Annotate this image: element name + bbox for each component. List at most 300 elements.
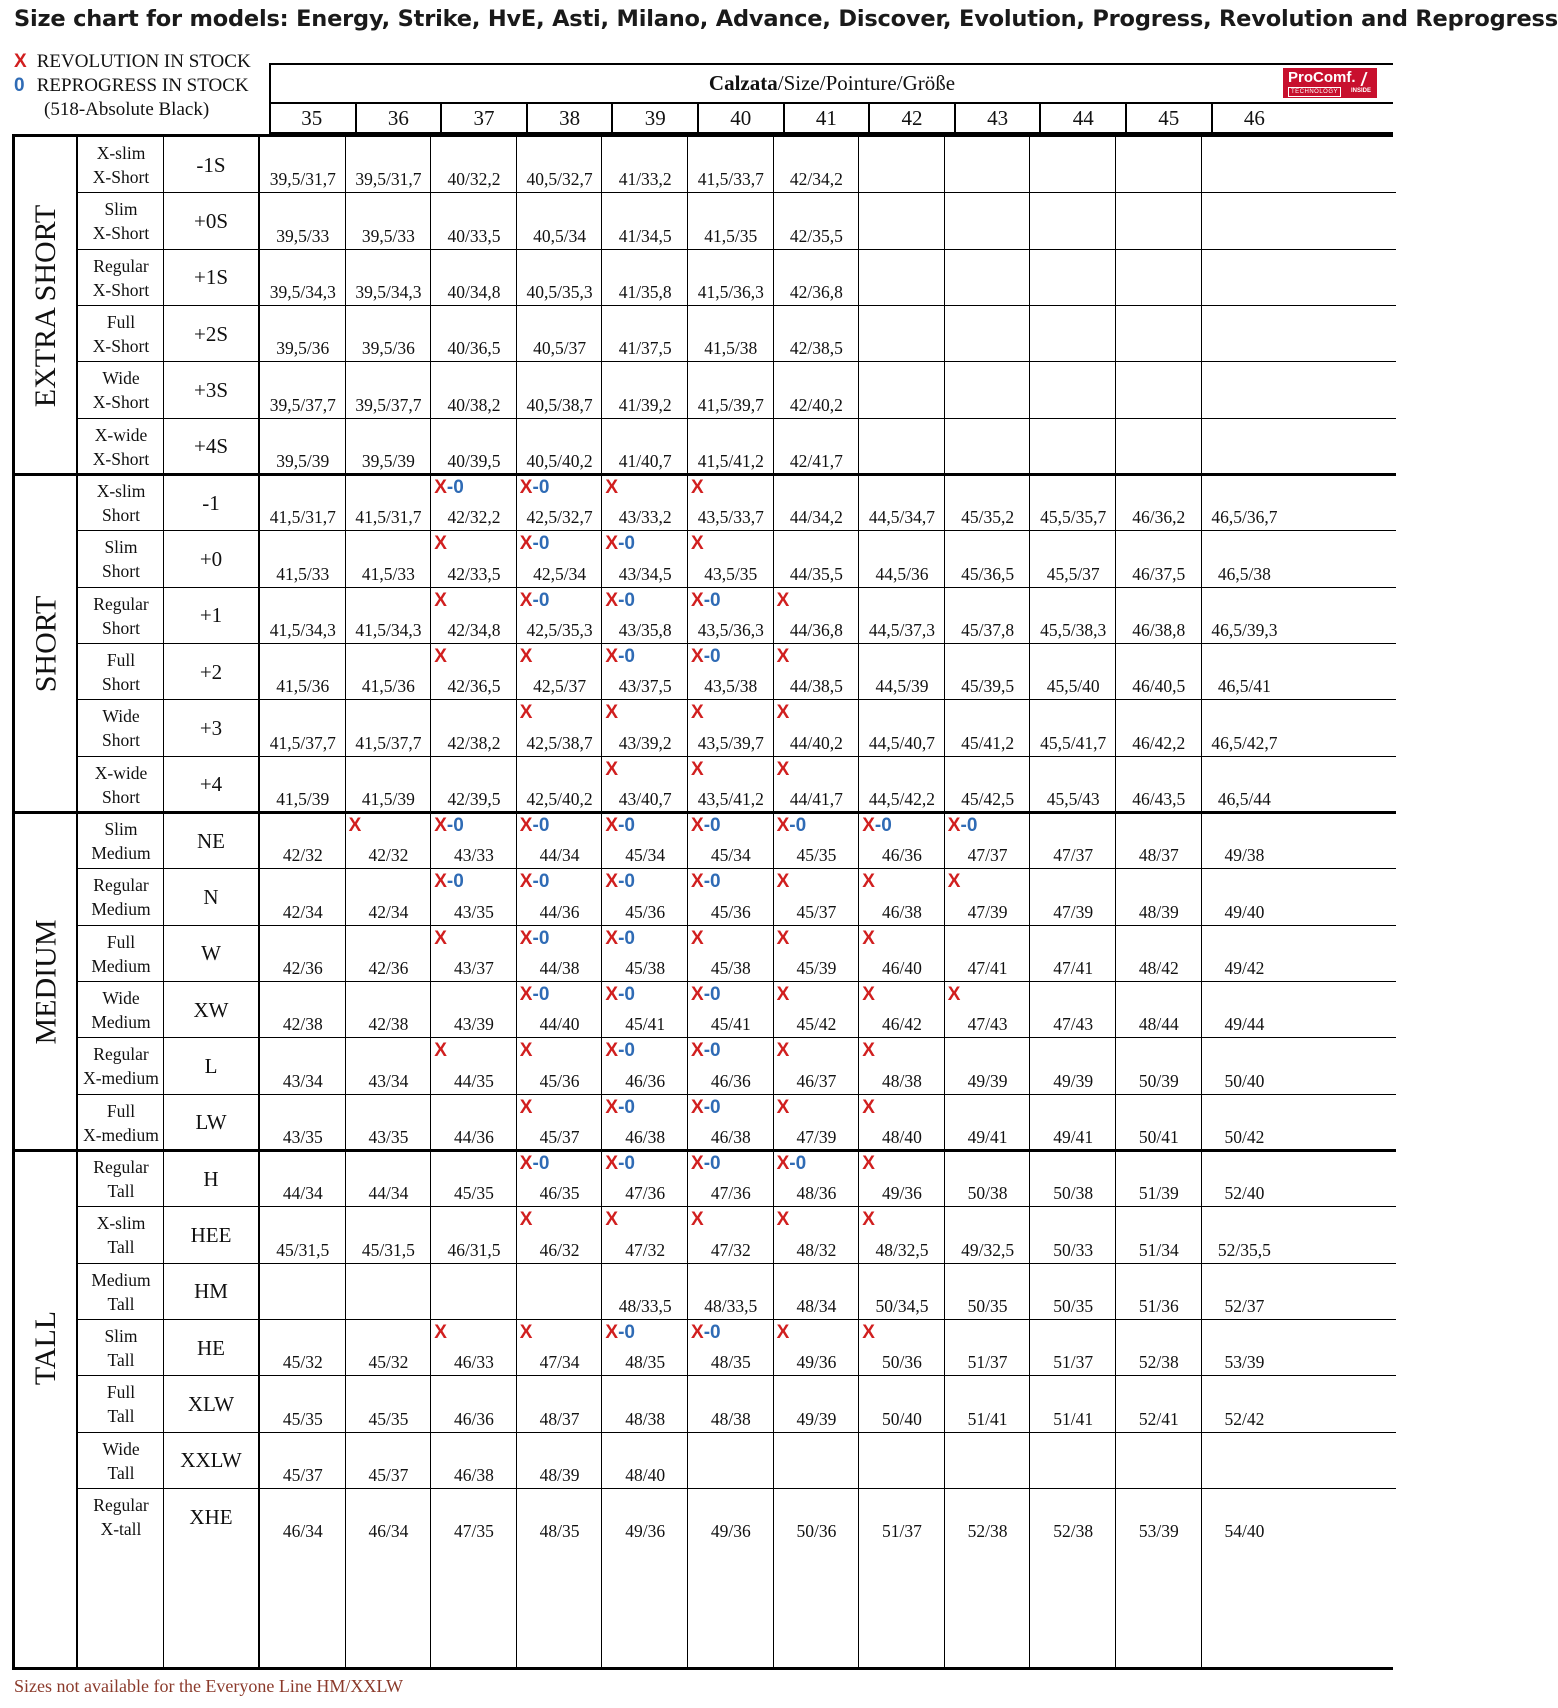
size-measurement: 47/43 <box>1053 1014 1094 1035</box>
size-cell-value <box>260 1489 346 1545</box>
size-measurement: 42,5/40,2 <box>526 788 593 809</box>
revolution-x-icon: X <box>605 927 619 949</box>
size-measurement: 48/37 <box>1138 845 1179 866</box>
size-cell-value <box>774 1264 860 1320</box>
stock-dash: - <box>618 533 625 555</box>
size-measurement: 43/33 <box>454 845 494 866</box>
size-measurement: 44,5/37,3 <box>868 619 936 640</box>
stock-marker <box>520 871 550 893</box>
width-label-line: Slim <box>104 199 138 220</box>
column-divider <box>430 137 431 1667</box>
size-measurement: 49/41 <box>967 1126 1008 1147</box>
width-label <box>79 1207 163 1263</box>
reprogress-zero-icon: 0 <box>624 1096 635 1118</box>
fit-code <box>165 757 257 813</box>
size-cell-value <box>431 1433 517 1489</box>
revolution-x-icon: X <box>691 1096 704 1118</box>
group-label <box>15 137 77 475</box>
size-measurement: 52/42 <box>1224 1408 1265 1429</box>
size-measurement: 43/37,5 <box>618 676 672 697</box>
stock-dash: - <box>703 814 711 836</box>
size-cell-value <box>1202 982 1288 1038</box>
revolution-x-icon: X <box>862 1152 875 1174</box>
size-cell-value <box>688 1433 774 1489</box>
fit-code-text: HE <box>197 1335 225 1360</box>
size-measurement: 48/32,5 <box>875 1239 929 1260</box>
width-label-line: Medium <box>91 955 151 976</box>
size-measurement: 43/35,8 <box>618 619 672 640</box>
size-cell-value <box>688 1207 774 1263</box>
legend-revolution-text: REVOLUTION IN STOCK <box>36 51 251 72</box>
size-cell-value <box>431 1264 517 1320</box>
size-measurement: 45/31,5 <box>276 1239 330 1260</box>
size-cell-value <box>945 982 1031 1038</box>
size-measurement: 47/43 <box>967 1014 1008 1035</box>
size-measurement: 52/37 <box>1224 1295 1265 1316</box>
stock-dash: - <box>618 814 625 836</box>
stock-marker <box>605 533 635 555</box>
size-measurement: 51/37 <box>967 1352 1008 1373</box>
size-measurement: 49/42 <box>1224 957 1265 978</box>
stock-marker <box>349 815 362 837</box>
fit-code <box>165 419 257 475</box>
stock-marker <box>691 984 721 1006</box>
size-cell-value <box>1030 531 1116 587</box>
size-measurement: 40,5/40,2 <box>526 450 593 471</box>
reprogress-zero-icon: 0 <box>538 814 550 836</box>
revolution-x-icon: X <box>434 814 447 836</box>
width-label-line: Wide <box>102 706 140 727</box>
size-cell-value <box>1116 1207 1202 1263</box>
stock-marker <box>862 928 875 950</box>
size-measurement: 45/37 <box>796 901 837 922</box>
size-measurement: 40/32,2 <box>447 169 501 190</box>
size-measurement: 52/38 <box>1053 1521 1094 1542</box>
reprogress-zero-icon: 0 <box>538 589 550 611</box>
size-cell-value <box>517 982 603 1038</box>
size-measurement: 41,5/39 <box>276 788 330 809</box>
reprogress-zero-icon: 0 <box>538 927 550 949</box>
stock-dash: - <box>703 645 711 667</box>
stock-marker <box>520 928 550 950</box>
size-measurement: 48/38 <box>710 1408 751 1429</box>
revolution-x-icon: X <box>519 814 533 836</box>
size-measurement: 52/41 <box>1138 1408 1179 1429</box>
width-label <box>79 1489 163 1545</box>
size-cell-value <box>346 1038 432 1094</box>
size-measurement: 46/37,5 <box>1132 563 1186 584</box>
stock-dash: - <box>618 1096 625 1118</box>
stock-marker <box>605 928 635 950</box>
size-cell-value <box>431 250 517 306</box>
size-measurement: 46/32 <box>539 1239 580 1260</box>
revolution-x-icon: X <box>776 758 790 780</box>
size-cell-value <box>602 1038 688 1094</box>
size-measurement: 50/40 <box>1224 1070 1265 1091</box>
size-cell-value <box>1202 1433 1288 1489</box>
revolution-x-icon: X <box>434 645 447 667</box>
size-cell-value <box>431 1095 517 1151</box>
size-measurement: 44,5/40,7 <box>868 732 936 753</box>
width-label-line: Slim <box>104 537 138 558</box>
revolution-x-icon: X <box>691 983 704 1005</box>
zero-mark-icon: 0 <box>14 75 25 96</box>
size-measurement: 40/34,8 <box>447 281 501 302</box>
stock-marker <box>948 871 961 893</box>
fit-code-text: NE <box>197 828 225 853</box>
size-cell-value <box>602 926 688 982</box>
size-measurement: 39,5/37,7 <box>355 394 422 415</box>
size-measurement: 45/42 <box>796 1014 837 1035</box>
size-cell-value <box>517 1038 603 1094</box>
width-label <box>79 362 163 418</box>
size-cell-value <box>346 700 432 756</box>
size-cell-value <box>945 869 1031 925</box>
stock-marker <box>605 646 635 668</box>
size-measurement: 45,5/43 <box>1046 788 1100 809</box>
size-cell-value <box>774 1207 860 1263</box>
stock-marker <box>520 1097 533 1119</box>
size-cell-value <box>859 1095 945 1151</box>
size-measurement: 47/41 <box>967 957 1008 978</box>
size-measurement: 48/36 <box>796 1183 837 1204</box>
size-measurement: 42/34 <box>282 901 323 922</box>
stock-marker <box>520 1040 533 1062</box>
size-measurement: 46/33 <box>454 1352 494 1373</box>
size-cell-value <box>945 1433 1031 1489</box>
fit-code-text: +0S <box>193 208 229 233</box>
size-cell-value <box>346 306 432 362</box>
stock-dash: - <box>532 927 539 949</box>
legend-color-note: (518-Absolute Black) <box>44 99 210 120</box>
legend-reprogress <box>14 74 264 98</box>
size-table <box>12 134 1393 1670</box>
size-measurement: 47/35 <box>454 1521 494 1542</box>
reprogress-zero-icon: 0 <box>710 589 721 611</box>
revolution-x-icon: X <box>519 1152 533 1174</box>
revolution-x-icon: X <box>605 589 619 611</box>
size-measurement: 42/38,2 <box>447 732 501 753</box>
stock-marker <box>520 1209 533 1231</box>
size-measurement: 43/35 <box>282 1126 323 1147</box>
stock-dash: - <box>789 814 796 836</box>
stock-marker <box>520 533 550 555</box>
fit-code <box>165 644 257 700</box>
revolution-x-icon: X <box>519 1209 533 1231</box>
size-measurement: 41,5/38 <box>704 338 758 359</box>
size-measurement: 46/36 <box>710 1070 751 1091</box>
reprogress-zero-icon: 0 <box>710 1096 721 1118</box>
size-measurement: 48/35 <box>625 1352 666 1373</box>
stock-marker <box>520 1153 550 1175</box>
size-measurement: 42/34,8 <box>447 619 501 640</box>
size-cell-value <box>260 1207 346 1263</box>
size-cell-value <box>859 193 945 249</box>
revolution-x-icon: X <box>605 1321 619 1343</box>
revolution-x-icon: X <box>519 645 533 667</box>
size-measurement: 42/36 <box>282 957 323 978</box>
reprogress-zero-icon: 0 <box>710 1040 721 1062</box>
size-measurement: 39,5/33 <box>361 225 415 246</box>
size-cell-value <box>260 1320 346 1376</box>
size-measurement: 52/38 <box>1138 1352 1179 1373</box>
size-measurement: 41/37,5 <box>618 338 672 359</box>
size-measurement: 51/37 <box>1053 1352 1094 1373</box>
stock-marker <box>691 702 704 724</box>
size-measurement: 46/42,2 <box>1132 732 1186 753</box>
size-cell-value <box>945 1151 1031 1207</box>
reprogress-zero-icon: 0 <box>795 1152 807 1174</box>
size-cell-value <box>517 137 603 193</box>
fit-code <box>165 1320 257 1376</box>
reprogress-zero-icon: 0 <box>710 645 721 667</box>
size-cell-value <box>945 250 1031 306</box>
stock-marker <box>691 477 704 499</box>
size-cell-value <box>688 1376 774 1432</box>
size-cell-value <box>346 193 432 249</box>
width-label-line: Regular <box>93 875 149 896</box>
fit-code <box>165 250 257 306</box>
size-cell-value <box>688 644 774 700</box>
size-measurement: 46,5/39,3 <box>1211 619 1278 640</box>
width-label-line: Full <box>106 650 136 671</box>
stock-marker <box>605 477 618 499</box>
size-cell-value <box>688 588 774 644</box>
size-cell-value <box>688 982 774 1038</box>
size-cell-value <box>945 475 1031 531</box>
size-measurement: 41,5/34,3 <box>355 619 422 640</box>
width-label-line: X-slim <box>96 143 146 164</box>
size-cell-value <box>431 1038 517 1094</box>
size-cell-value <box>688 475 774 531</box>
stock-dash: - <box>618 645 625 667</box>
width-label-line: Tall <box>107 1462 135 1483</box>
width-label-line: X-wide <box>94 762 148 783</box>
size-measurement: 47/37 <box>1053 845 1094 866</box>
size-measurement: 43/35 <box>368 1126 409 1147</box>
stock-marker <box>520 984 550 1006</box>
size-cell-value <box>945 700 1031 756</box>
size-cell-value <box>774 1151 860 1207</box>
reprogress-zero-icon: 0 <box>624 983 635 1005</box>
reprogress-zero-icon: 0 <box>453 814 464 836</box>
size-cell-value <box>1030 700 1116 756</box>
size-cell-value <box>1202 362 1288 418</box>
revolution-x-icon: X <box>519 1096 533 1118</box>
stock-marker <box>691 1153 721 1175</box>
stock-marker <box>434 590 447 612</box>
size-cell-value <box>517 306 603 362</box>
size-cell-value <box>431 926 517 982</box>
size-measurement: 40,5/38,7 <box>526 394 593 415</box>
size-measurement: 43/34 <box>282 1070 323 1091</box>
size-measurement: 41,5/34,3 <box>269 619 336 640</box>
size-cell-value <box>859 1320 945 1376</box>
size-measurement: 40,5/32,7 <box>526 169 593 190</box>
width-label-line: Regular <box>93 593 149 614</box>
size-cell-value <box>945 419 1031 475</box>
size-cell-value <box>260 1038 346 1094</box>
fit-code-text: L <box>204 1053 218 1078</box>
size-cell-value <box>431 475 517 531</box>
size-cell-value <box>260 700 346 756</box>
size-measurement: 49/44 <box>1224 1014 1265 1035</box>
width-label-line: Tall <box>107 1237 135 1258</box>
size-measurement: 45/41,2 <box>961 732 1015 753</box>
revolution-x-icon: X <box>776 871 790 893</box>
size-cell-value <box>260 869 346 925</box>
reprogress-zero-icon: 0 <box>710 983 721 1005</box>
stock-dash: - <box>703 589 711 611</box>
size-cell-value <box>346 362 432 418</box>
group-label-text: EXTRA SHORT <box>29 204 63 408</box>
size-measurement: 45/35 <box>282 1408 323 1429</box>
stock-marker <box>862 1322 875 1344</box>
fit-code <box>165 1376 257 1432</box>
size-cell-value <box>1202 1320 1288 1376</box>
size-measurement: 42/36,8 <box>789 281 843 302</box>
size-cell-value <box>1116 250 1202 306</box>
size-measurement: 48/37 <box>539 1408 580 1429</box>
revolution-x-icon: X <box>691 927 704 949</box>
fit-code-text: +2S <box>193 321 229 346</box>
size-cell-value <box>346 982 432 1038</box>
size-measurement: 44/36 <box>454 1126 494 1147</box>
size-cell-value <box>774 757 860 813</box>
size-measurement: 48/40 <box>882 1126 922 1147</box>
size-measurement: 46/31,5 <box>447 1239 501 1260</box>
size-cell-value <box>859 306 945 362</box>
size-cell-value <box>517 1207 603 1263</box>
stock-dash: - <box>618 983 625 1005</box>
group-label <box>15 1151 77 1545</box>
size-cell-value <box>260 588 346 644</box>
size-cell-value <box>859 1264 945 1320</box>
size-cell-value <box>260 757 346 813</box>
reprogress-zero-icon: 0 <box>538 983 550 1005</box>
size-measurement: 45/36,5 <box>961 563 1015 584</box>
reprogress-zero-icon: 0 <box>624 814 635 836</box>
size-cell-value <box>346 644 432 700</box>
size-measurement: 41,5/33,7 <box>697 169 764 190</box>
size-cell-value <box>1030 250 1116 306</box>
size-cell-value <box>859 588 945 644</box>
size-cell-value <box>1116 1264 1202 1320</box>
width-label-line: X-Short <box>92 336 150 357</box>
size-header <box>269 63 1393 134</box>
width-label <box>79 475 163 531</box>
width-label-line: Short <box>102 786 140 807</box>
stock-dash: - <box>703 1152 711 1174</box>
size-cell-value <box>260 1376 346 1432</box>
size-measurement: 46/38 <box>710 1126 751 1147</box>
size-cell-value <box>774 531 860 587</box>
size-cell-value <box>517 644 603 700</box>
size-measurement: 42/32 <box>368 845 409 866</box>
size-measurement: 51/41 <box>1053 1408 1094 1429</box>
size-measurement: 41,5/35 <box>704 225 758 246</box>
size-measurement: 47/36 <box>625 1183 666 1204</box>
size-cell-value <box>1030 982 1116 1038</box>
width-label-line: X-Short <box>92 392 150 413</box>
size-measurement: 50/36 <box>882 1352 922 1373</box>
size-cell-value <box>260 475 346 531</box>
logo-name: ProComf. <box>1288 69 1356 86</box>
size-measurement: 45/41 <box>710 1014 751 1035</box>
revolution-x-icon: X <box>519 983 533 1005</box>
size-cell-value <box>945 137 1031 193</box>
fit-code <box>165 137 257 193</box>
size-cell-value <box>1202 475 1288 531</box>
size-cell-value <box>517 1151 603 1207</box>
revolution-x-icon: X <box>434 476 447 498</box>
size-cell-value <box>517 757 603 813</box>
size-cell-value <box>859 1151 945 1207</box>
size-measurement: 45/35 <box>454 1183 494 1204</box>
size-measurement: 50/40 <box>882 1408 922 1429</box>
size-cell-value <box>688 1095 774 1151</box>
size-cell-value <box>859 869 945 925</box>
size-cell-value <box>260 193 346 249</box>
size-cell-value <box>945 1489 1031 1545</box>
column-divider <box>163 137 164 1667</box>
size-cell-value <box>774 644 860 700</box>
size-cell-value <box>774 1095 860 1151</box>
size-measurement: 45/36 <box>710 901 751 922</box>
size-cell-value <box>431 1207 517 1263</box>
size-cell-value <box>602 362 688 418</box>
size-measurement: 48/44 <box>1138 1014 1179 1035</box>
size-measurement: 50/33 <box>1053 1239 1094 1260</box>
size-measurement: 45/35 <box>368 1408 409 1429</box>
width-label-line: Wide <box>102 368 140 389</box>
width-label-line: Short <box>102 730 140 751</box>
size-measurement: 48/39 <box>539 1464 580 1485</box>
size-cell-value <box>346 588 432 644</box>
size-cell-value <box>945 644 1031 700</box>
footer-note: Sizes not available for the Everyone Line HM/XXLW <box>14 1676 404 1696</box>
size-cell-value <box>431 869 517 925</box>
size-cell-value <box>602 137 688 193</box>
size-cell-value <box>1202 193 1288 249</box>
width-label-line: Regular <box>93 1044 149 1065</box>
size-measurement: 44,5/42,2 <box>868 788 936 809</box>
stock-marker <box>691 928 704 950</box>
size-measurement: 46/40 <box>882 957 922 978</box>
column-divider <box>258 137 260 1667</box>
size-measurement: 41,5/37,7 <box>269 732 336 753</box>
size-cell-value <box>602 644 688 700</box>
stock-marker <box>434 646 447 668</box>
size-measurement: 42/32,2 <box>447 507 501 528</box>
size-cell-value <box>1202 926 1288 982</box>
size-cell-value <box>1116 1433 1202 1489</box>
size-cell-value <box>431 1320 517 1376</box>
fit-code-text: -1S <box>196 152 226 177</box>
width-label-line: Wide <box>102 988 140 1009</box>
size-cell-value <box>774 1320 860 1376</box>
size-cell-value <box>1116 1320 1202 1376</box>
stock-marker <box>777 590 790 612</box>
size-cell-value <box>602 475 688 531</box>
size-measurement: 39,5/31,7 <box>269 169 336 190</box>
fit-code <box>165 475 257 531</box>
size-cell-value <box>1116 306 1202 362</box>
width-label-line: X-tall <box>100 1519 142 1540</box>
stock-marker <box>862 1040 875 1062</box>
width-label <box>79 1151 163 1207</box>
reprogress-zero-icon: 0 <box>538 871 550 893</box>
